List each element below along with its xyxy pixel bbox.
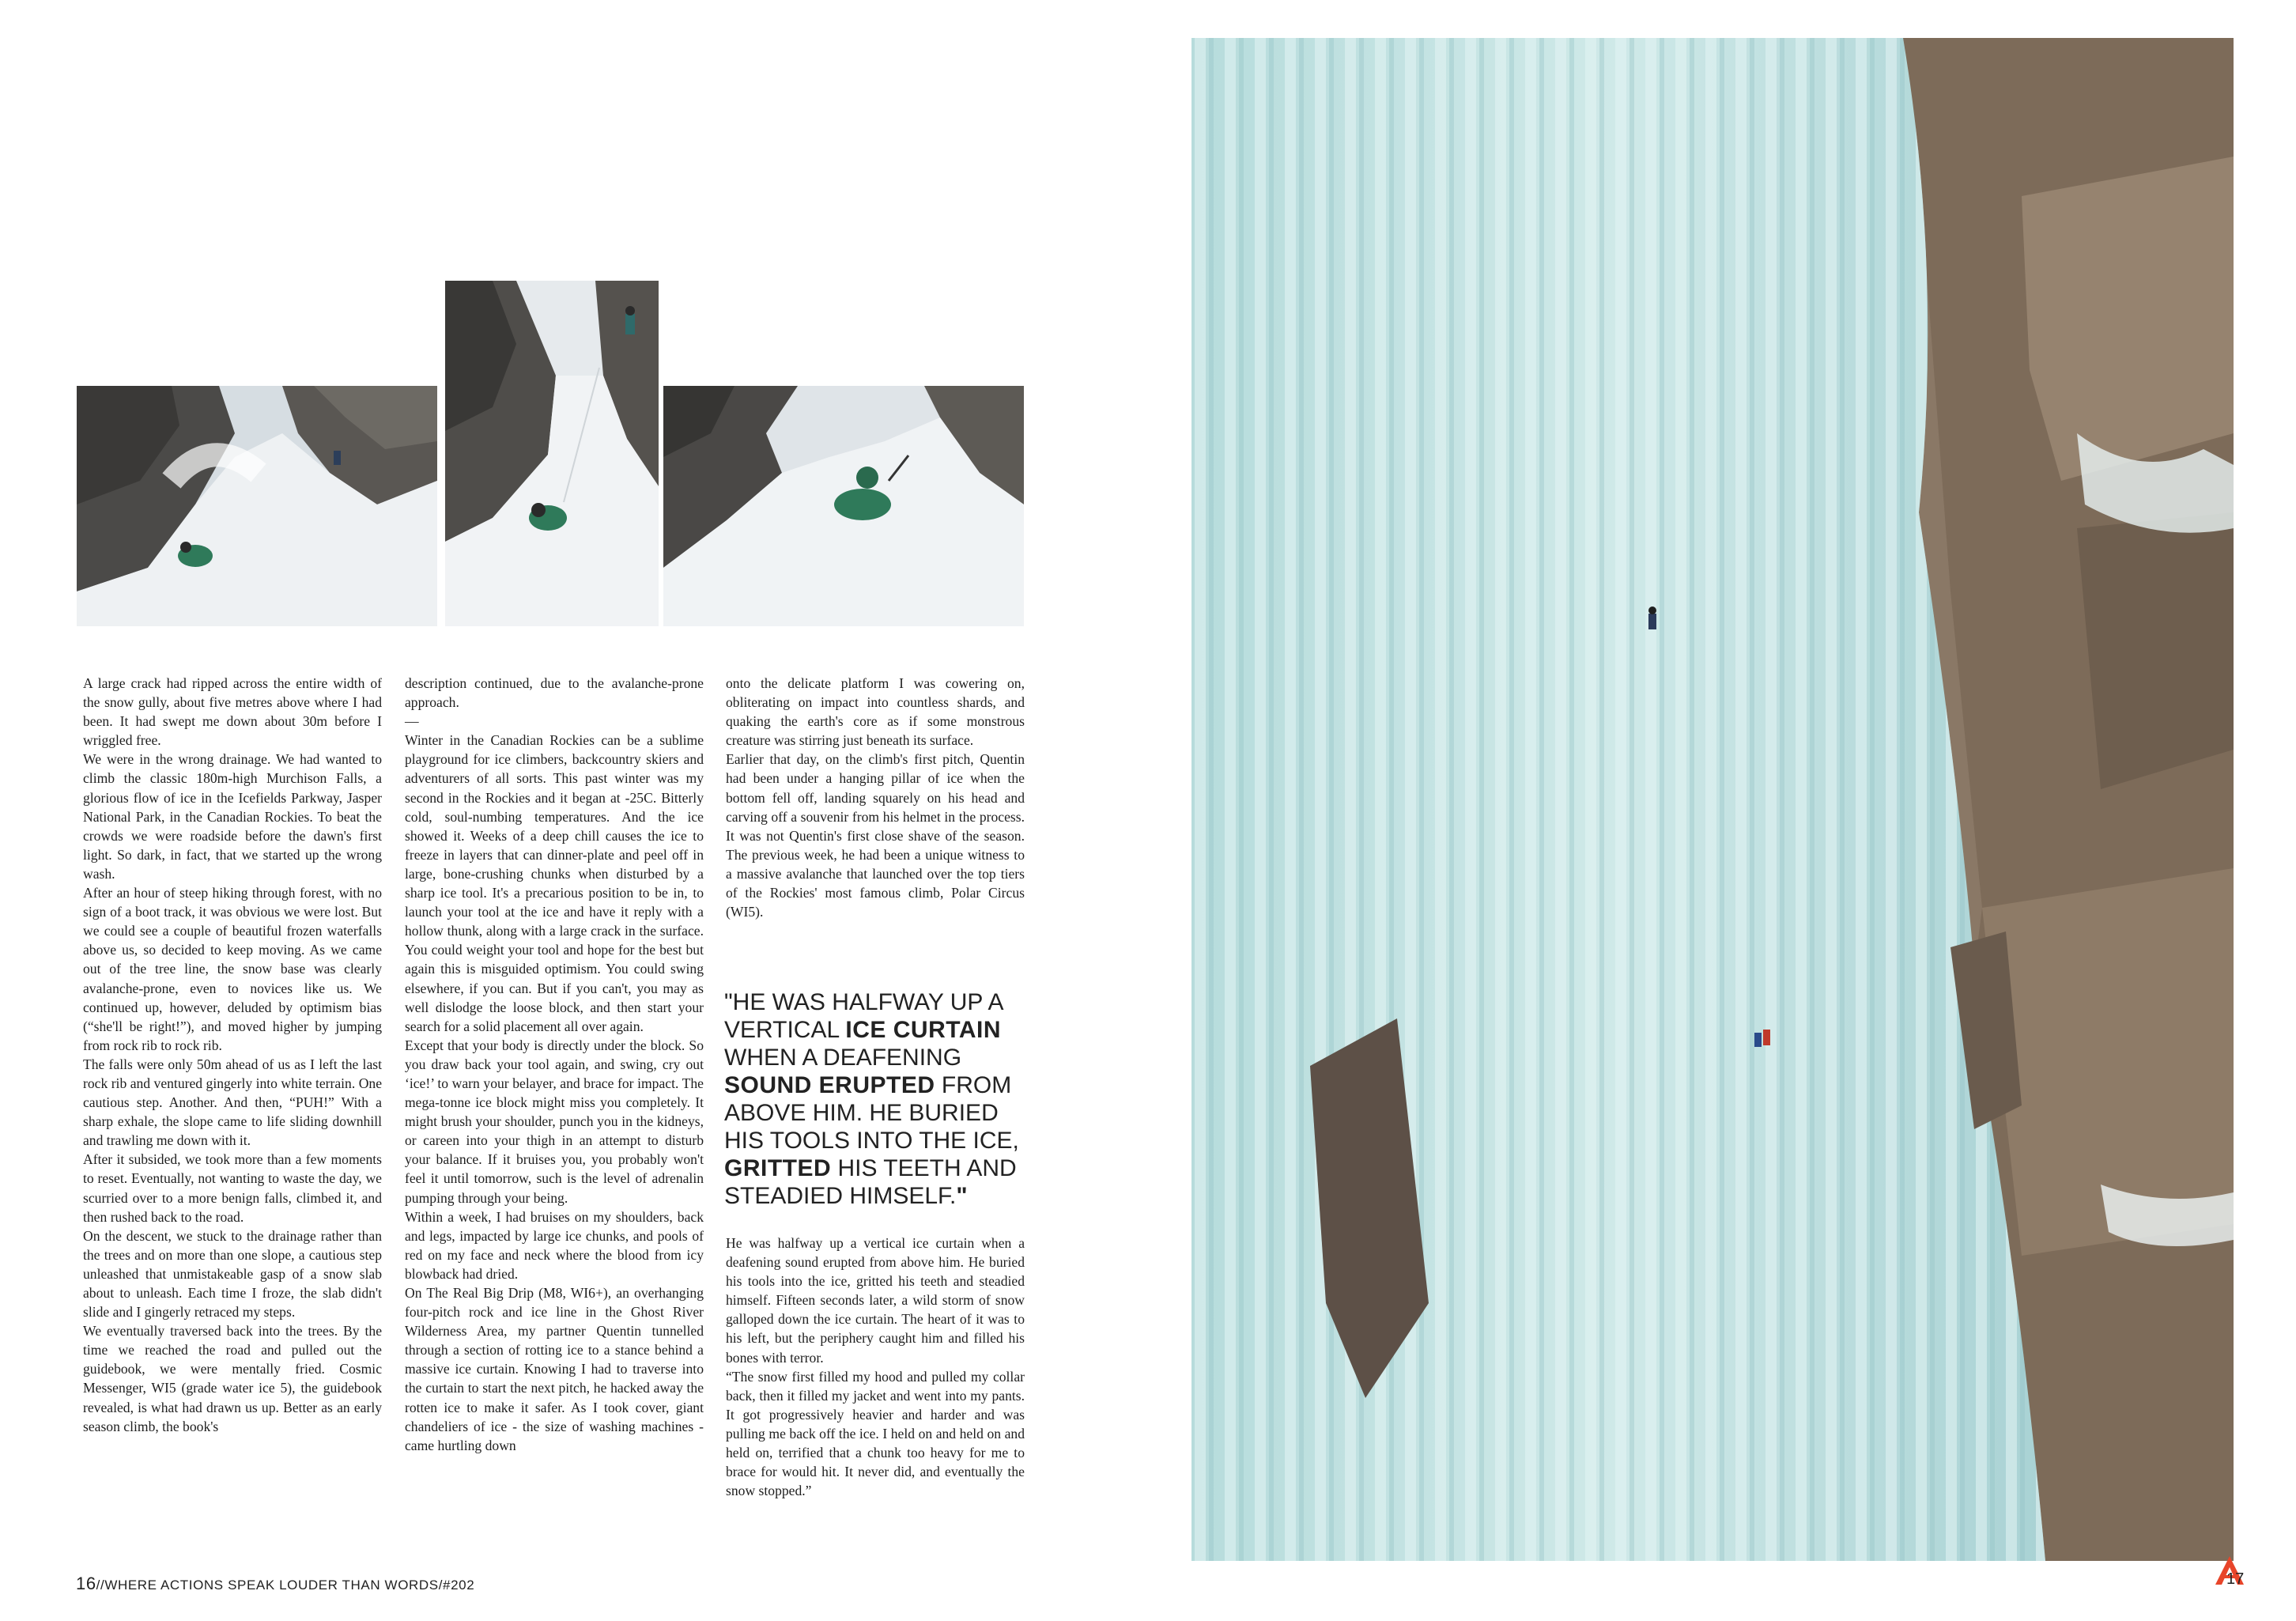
paragraph: After an hour of steep hiking through forest, with no sign of a boot track, it was obvious we were lost. But we could see a couple of beautiful frozen waterfalls above us, so decided to keep moving. As we came out of the tree line, the snow base was clearly avalanche-prone, even to novices like us. We continued up, however, deluded by optimism bias (“she'll be right!”), and moved higher by jumping from rock rib to rock rib.: [83, 885, 382, 1053]
article-column-1: [83, 674, 382, 1436]
page-number-right: 17: [2226, 1570, 2245, 1588]
article-column-3: [726, 674, 1025, 921]
paragraph: description continued, due to the avalanche-prone approach.: [405, 675, 704, 711]
pull-quote-emphasis: GRITTED: [724, 1155, 832, 1181]
page-number-left: 16: [76, 1574, 96, 1593]
pull-quote-emphasis: SOUND ERUPTED: [724, 1072, 935, 1098]
paragraph: A large crack had ripped across the entire width of the snow gully, about five metres above where I had been. It had swept me down about 30m before I wriggled free.: [83, 675, 382, 749]
pull-quote: [724, 988, 1025, 1210]
paragraph: He was halfway up a vertical ice curtain when a deafening sound erupted from above him. He buried his tools into the ice, gritted his teeth and steadied himself. Fifteen seconds later, a wild storm of snow galloped down the ice curtain. The heart of it was to his left, but the periphery caught him and filled his bones with terror.: [726, 1235, 1025, 1366]
paragraph: onto the delicate platform I was cowering on, obliterating on impact into countless shards, and quaking the earth's core as if some monstrous creature was stirring just beneath its surface.: [726, 675, 1025, 749]
pull-quote-emphasis: ICE CURTAIN: [845, 1017, 1001, 1043]
pull-quote-text: "HE WAS HALFWAY UP A VERTICAL: [724, 989, 1003, 1043]
photo-climber-steep: [445, 281, 659, 626]
pull-quote-text: HIS TEETH AND STEADIED HIMSELF.: [724, 1155, 1017, 1209]
paragraph: We eventually traversed back into the trees. By the time we reached the road and pulled out the guidebook, we were mentally fried. Cosmic Messenger, WI5 (grade water ice 5), the guidebook revealed, is what had drawn us up. Better as an early season climb, the book's: [83, 1323, 382, 1434]
section-divider: —: [405, 713, 419, 730]
paragraph: After it subsided, we took more than a few moments to reset. Eventually, not wanting to waste the day, we scurried over to a more benign falls, climbed it, and then rushed back to the road.: [83, 1151, 382, 1225]
pull-quote-text: WHEN A DEAFENING: [724, 1045, 962, 1071]
footer-left: [76, 1574, 474, 1594]
paragraph: Within a week, I had bruises on my shoulders, back and legs, impacted by large ice chunks, and pools of red on my face and neck where the blood from icy blowback had dried.: [405, 1208, 704, 1282]
pull-quote-text: FROM ABOVE HIM. HE BURIED HIS TOOLS INTO THE ICE,: [724, 1072, 1019, 1154]
photo-climber-gully: [77, 386, 437, 626]
paragraph: “The snow first filled my hood and pulled my collar back, then it filled my jacket and went into my pants. It got progressively heavier and harder and was pulling me back off the ice. I held on and held on and held on, terrified that a chunk too heavy for me to brace for would hit. It never did, and eventually the snow stopped.”: [726, 1368, 1025, 1499]
paragraph: Winter in the Canadian Rockies can be a sublime playground for ice climbers, backcountry skiers and adventurers of all sorts. This past winter was my second in the Rockies and it began at -25C. Bitterly cold, soul-numbing temperatures. And the ice showed it. Weeks of a deep chill causes the ice to freeze in layers that can dinner-plate and peel off in large, bone-crushing chunks when disturbed by a sharp ice tool. It's a precarious position to be in, to launch your tool at the ice and have it reply with a hollow thunk, along with a large crack in the surface. You could weight your tool and hope for the best but again this is misguided optimism. You could swing elsewhere, if you can. But if you can't, you may as well dislodge the loose block, and then start your search for a solid placement all over again.: [405, 732, 704, 1034]
paragraph: Except that your body is directly under the block. So you draw back your tool again, and swing, cry out ‘ice!’ to warn your belayer, and brace for impact. The mega-tonne ice block might miss you completely. It might brush your shoulder, punch you in the kidneys, or careen into your thigh in an attempt to disturb your balance. If it bruises you, you probably won't feel it until tomorrow, such is the level of adrenalin pumping through your being.: [405, 1037, 704, 1206]
photo-ice-curtain: [1191, 38, 2234, 1561]
footer-tagline: //WHERE ACTIONS SPEAK LOUDER THAN WORDS/#202: [96, 1578, 475, 1593]
paragraph: The falls were only 50m ahead of us as I left the last rock rib and ventured gingerly into white terrain. One cautious step. Another. And then, “PUH!” With a sharp exhale, the slope came to life sliding downhill and trawling me down with it.: [83, 1056, 382, 1149]
paragraph: We were in the wrong drainage. We had wanted to climb the classic 180m-high Murchison Falls, a glorious flow of ice in the Icefields Parkway, Jasper National Park, in the Canadian Rockies. To beat the crowds we were roadside before the dawn's first light. So dark, in fact, that we started up the wrong wash.: [83, 751, 382, 882]
pull-quote-close: ": [956, 1183, 969, 1209]
paragraph: On the descent, we stuck to the drainage rather than the trees and on more than one slope, a cautious step unleashed that unmistakeable gasp of a snow slab about to unleash. Each time I froze, the slab didn't slide and I gingerly retraced my steps.: [83, 1227, 382, 1321]
article-column-3-continued: [726, 1234, 1025, 1500]
paragraph: On The Real Big Drip (M8, WI6+), an overhanging four-pitch rock and ice line in the Ghost River Wilderness Area, my partner Quentin tunnelled through a section of rotting ice to a stance behind a massive ice curtain. Knowing I had to traverse into the curtain to start the next pitch, he hacked away the rotten ice to make it safer. As I took cover, giant chandeliers of ice - the size of washing machines - came hurtling down: [405, 1285, 704, 1453]
photo-climber-closeup: [663, 386, 1024, 626]
paragraph: Earlier that day, on the climb's first pitch, Quentin had been under a hanging pillar of ice when the bottom fell off, landing squarely on his head and carving off a souvenir from his helmet in the process. It was not Quentin's first close shave of the season. The previous week, he had been a unique witness to a massive avalanche that launched over the top tiers of the Rockies' most famous climb, Polar Circus (WI5).: [726, 751, 1025, 920]
article-column-2: [405, 674, 704, 1455]
